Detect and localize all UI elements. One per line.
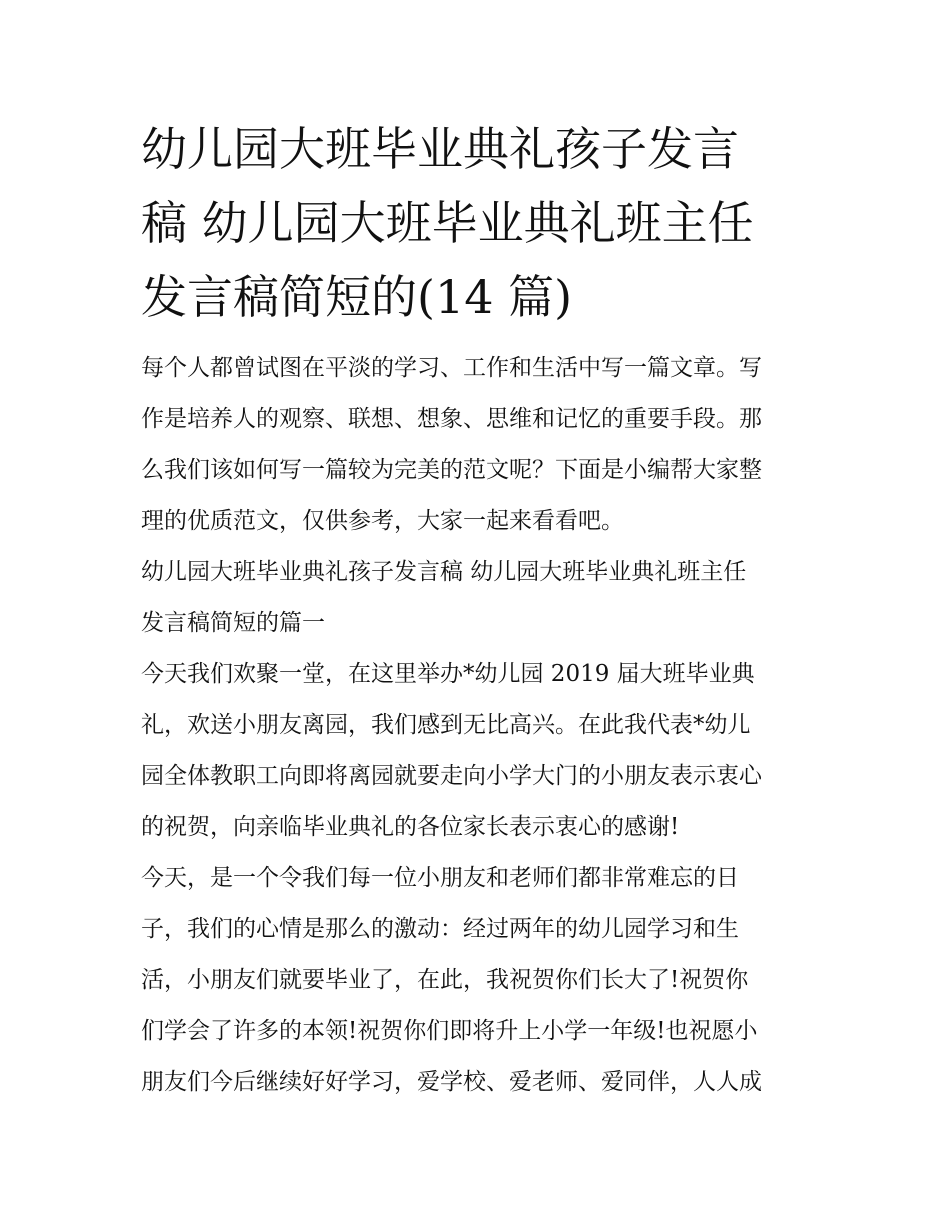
text-line: 子，我们的心情是那么的激动：经过两年的幼儿园学习和生 [141, 916, 739, 942]
text-line: 活，小朋友们就要毕业了，在此，我祝贺你们长大了!祝贺你 [141, 967, 749, 993]
text-line: 发言稿简短的篇一 [141, 610, 325, 636]
intro-paragraph [141, 343, 813, 547]
text-line: 园全体教职工向即将离园就要走向小学大门的小朋友表示衷心 [141, 763, 762, 789]
text-line: 礼，欢送小朋友离园，我们感到无比高兴。在此我代表*幼儿 [141, 712, 751, 738]
text-line: 么我们该如何写一篇较为完美的范文呢？下面是小编帮大家整 [141, 457, 762, 483]
text-line: 理的优质范文，仅供参考，大家一起来看看吧。 [141, 508, 624, 534]
paragraph [141, 649, 813, 853]
document-body [141, 343, 813, 1108]
text-line: 幼儿园大班毕业典礼孩子发言稿 幼儿园大班毕业典礼班主任 [141, 559, 747, 585]
text-line: 的祝贺，向亲临毕业典礼的各位家长表示衷心的感谢! [141, 814, 680, 840]
section-heading [141, 547, 813, 649]
document-page [141, 112, 813, 1108]
text-line: 作是培养人的观察、联想、想象、思维和记忆的重要手段。那 [141, 406, 762, 432]
text-line: 每个人都曾试图在平淡的学习、工作和生活中写一篇文章。写 [141, 355, 762, 381]
text-line: 们学会了许多的本领!祝贺你们即将升上小学一年级!也祝愿小 [141, 1018, 758, 1044]
text-line: 今天我们欢聚一堂，在这里举办*幼儿园 2019 届大班毕业典 [141, 661, 755, 687]
text-line: 朋友们今后继续好好学习，爱学校、爱老师、爱同伴，人人成 [141, 1069, 762, 1095]
text-line: 今天，是一个令我们每一位小朋友和老师们都非常难忘的日 [141, 865, 739, 891]
title-line: 稿 幼儿园大班毕业典礼班主任 [141, 196, 754, 250]
title-line: 发言稿简短的(14 篇) [141, 270, 573, 324]
paragraph [141, 853, 813, 1108]
document-title [141, 112, 813, 334]
title-line: 幼儿园大班毕业典礼孩子发言 [141, 122, 739, 176]
